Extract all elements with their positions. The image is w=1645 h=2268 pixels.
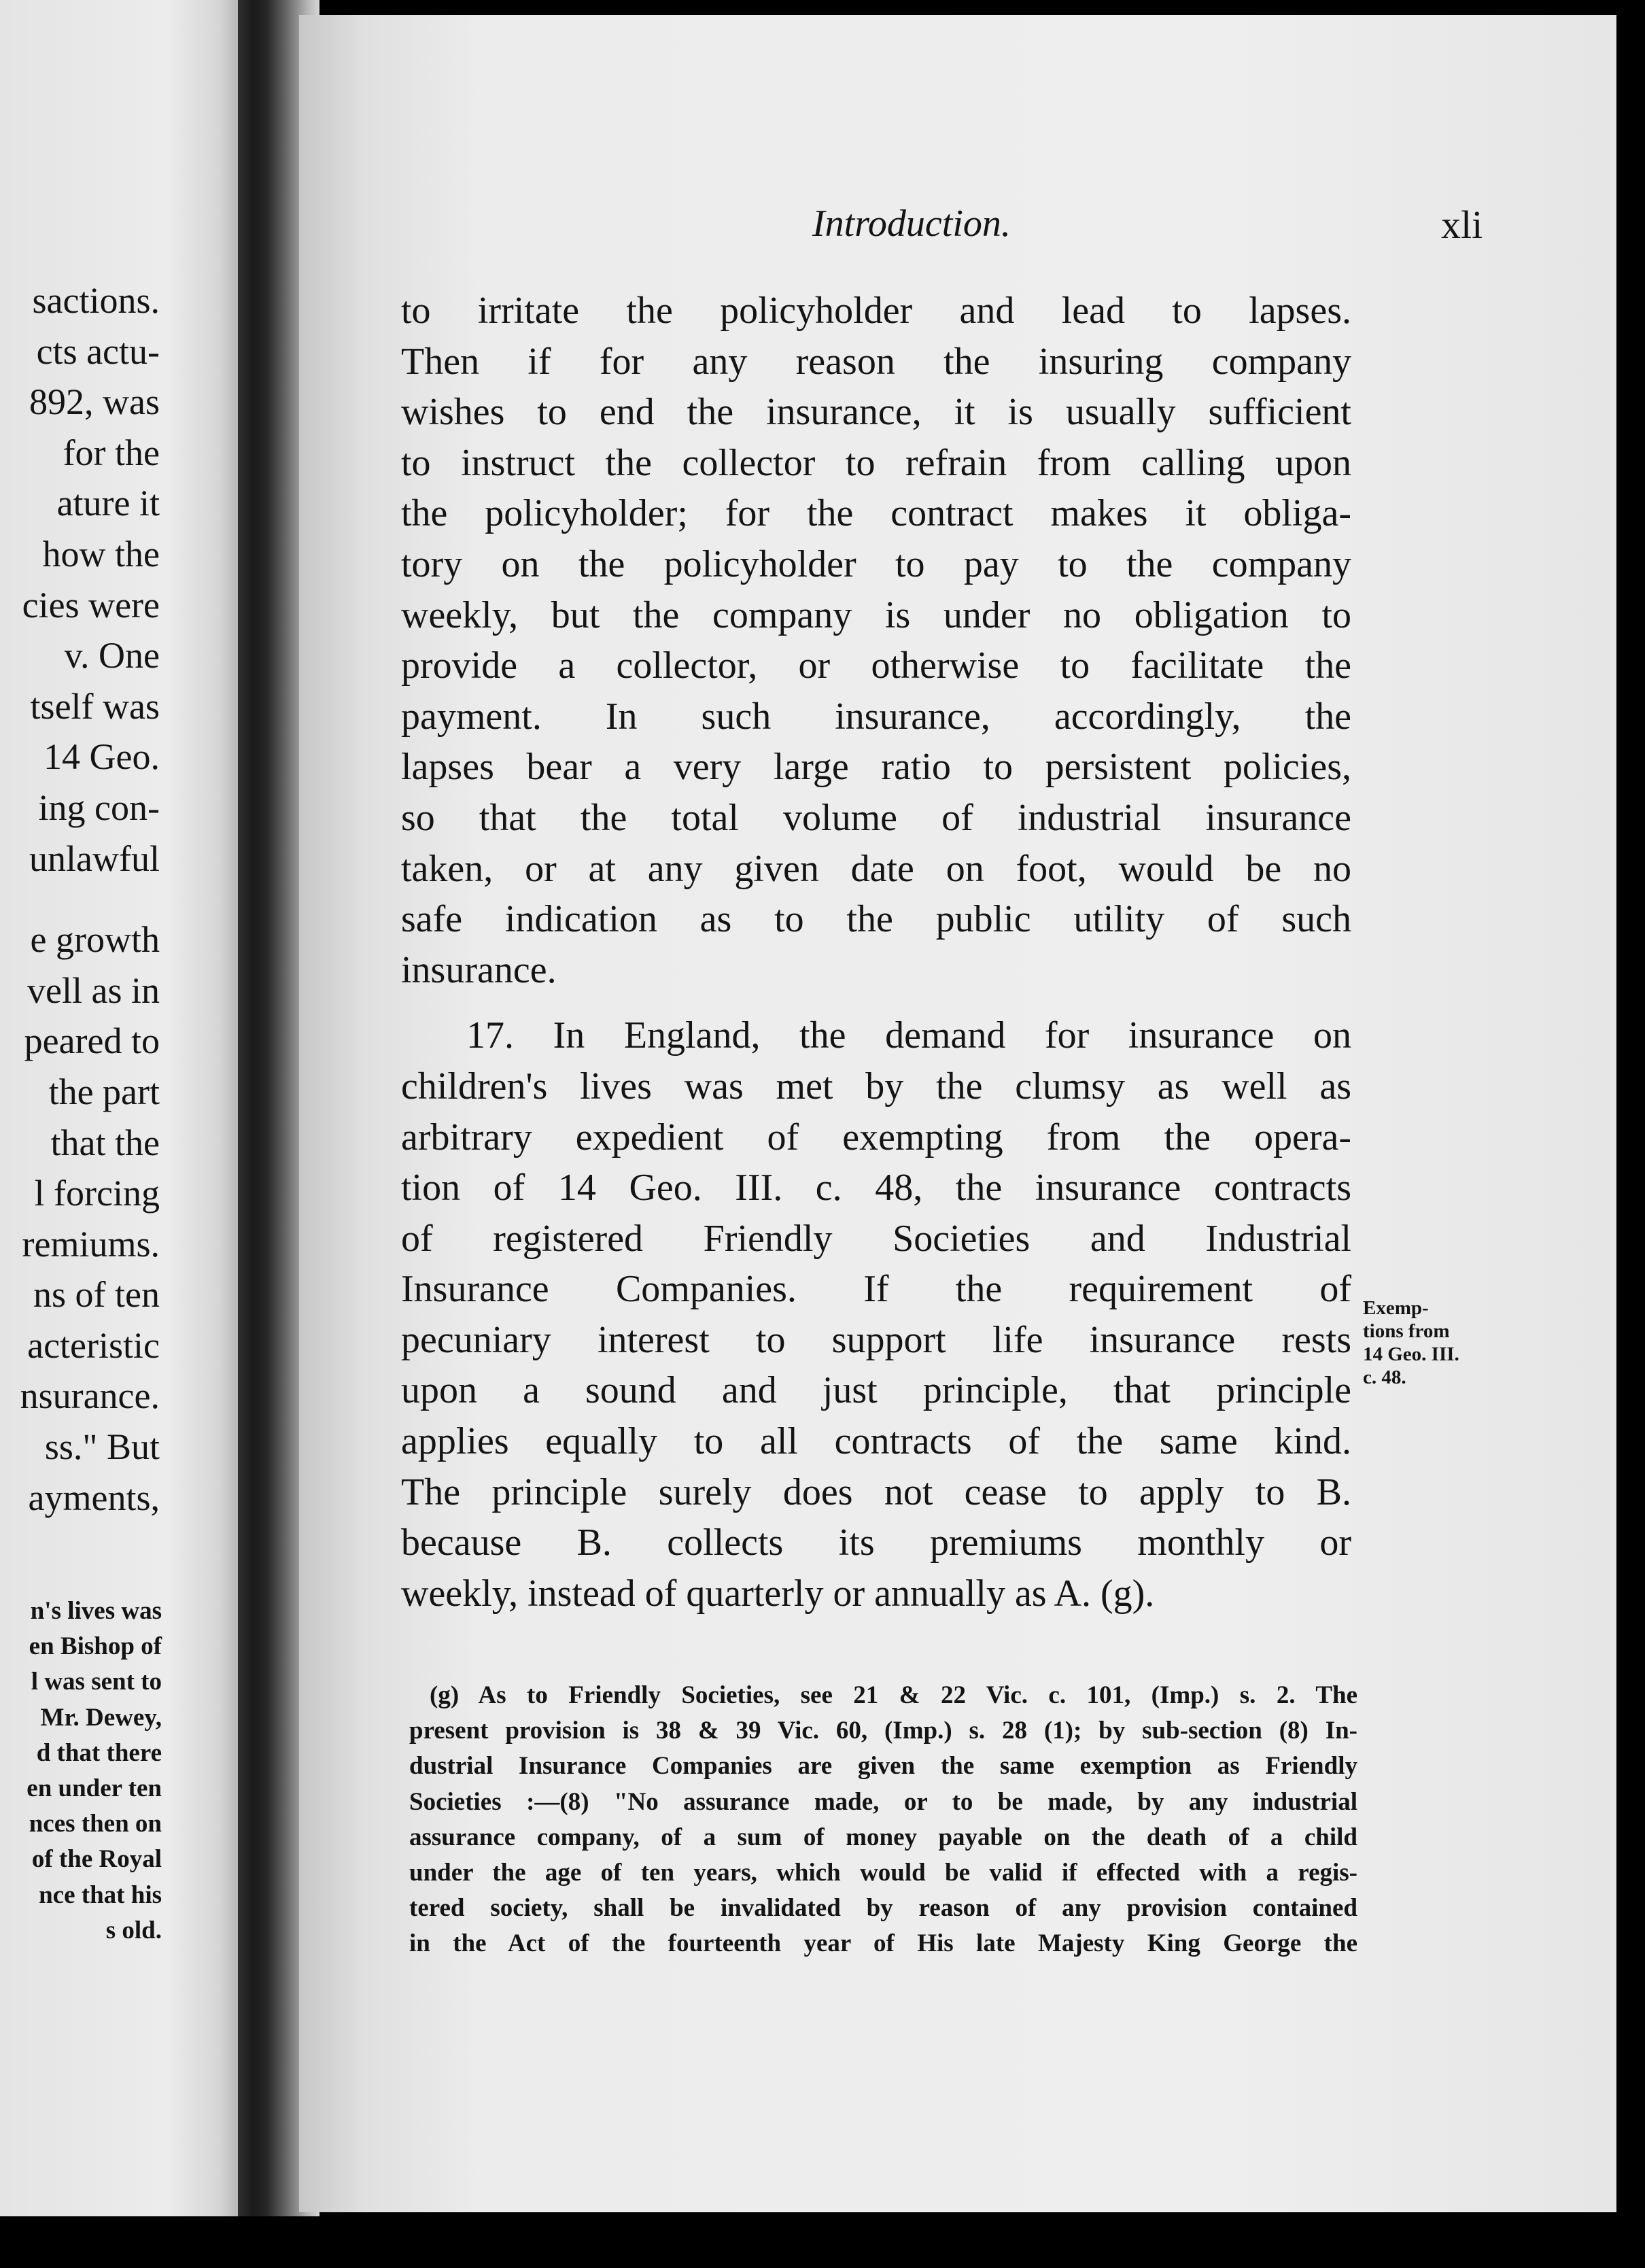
left-body-line: l forcing	[34, 1173, 160, 1214]
left-body-line: the part	[48, 1071, 160, 1112]
footnote-line: dustrial Insurance Companies are given the same exemption as Friendly	[409, 1752, 1357, 1781]
left-body-line: unlawful	[29, 838, 160, 879]
footnote-line: under the age of ten years, which would be valid if effected with a regis-	[409, 1858, 1357, 1887]
paragraph-17	[401, 1010, 1351, 1619]
left-body-line: nsurance.	[20, 1375, 160, 1417]
left-body-line: that the	[50, 1122, 160, 1163]
left-body-line: ss." But	[44, 1426, 160, 1468]
footnote-line: (g) As to Friendly Societies, see 21 & 22 Vic. c. 101, (Imp.) s. 2. The	[430, 1681, 1357, 1709]
text-line: to instruct the collector to refrain from calling upon	[401, 441, 1351, 484]
text-line: tory on the policyholder to pay to the company	[401, 543, 1351, 585]
text-line: so that the total volume of industrial insurance	[401, 796, 1351, 839]
text-line: children's lives was met by the clumsy as well as	[401, 1065, 1351, 1107]
footnote-line: tered society, shall be invalidated by reason of any provision contained	[409, 1894, 1357, 1923]
text-line: lapses bear a very large ratio to persistent policies,	[401, 746, 1351, 789]
left-footnote-line: en Bishop of	[29, 1632, 162, 1661]
right-page	[299, 15, 1616, 2212]
left-footnote-line: nces then on	[29, 1810, 162, 1838]
text-line: to irritate the policyholder and lead to lapses.	[401, 290, 1351, 332]
left-body-line: vell as in	[27, 969, 160, 1011]
left-body-line: acteristic	[27, 1324, 160, 1366]
text-line: applies equally to all contracts of the same kind.	[401, 1420, 1351, 1463]
left-page-body	[20, 275, 160, 1523]
footnote-line: present provision is 38 & 39 Vic. 60, (Imp.) s. 28 (1); by sub-section (8) In-	[409, 1717, 1357, 1745]
left-body-line: 892, was	[29, 381, 160, 423]
left-body-line: cies were	[22, 584, 160, 625]
text-line: payment. In such insurance, accordingly, the	[401, 695, 1351, 738]
left-body-line: for the	[63, 432, 160, 473]
left-footnote-line: s old.	[105, 1916, 162, 1944]
left-body-line: remiums.	[22, 1223, 160, 1265]
page-number: xli	[1441, 203, 1483, 247]
left-footnote-line: of the Royal	[31, 1845, 162, 1874]
margin-note-line: 14 Geo. III.	[1363, 1343, 1459, 1365]
left-page	[0, 0, 238, 2216]
left-body-line: v. One	[64, 635, 160, 676]
left-body-line: how the	[42, 533, 160, 574]
left-body-line: e growth	[30, 919, 160, 961]
left-body-line: 14 Geo.	[44, 736, 160, 778]
text-line: 17. In England, the demand for insurance on	[466, 1014, 1351, 1057]
left-footnote-line: n's lives was	[30, 1597, 162, 1625]
left-body-line: ns of ten	[33, 1274, 160, 1316]
footnotes	[409, 1678, 1357, 1962]
text-line: arbitrary expedient of exempting from the opera-	[401, 1116, 1351, 1158]
text-line: weekly, but the company is under no obligation to	[401, 594, 1351, 636]
text-line: tion of 14 Geo. III. c. 48, the insurance contracts	[401, 1167, 1351, 1209]
left-footnote-line: l was sent to	[31, 1668, 162, 1696]
text-line: insurance.	[401, 948, 557, 991]
text-line: safe indication as to the public utility of such	[401, 898, 1351, 941]
left-page-footnotes	[27, 1594, 162, 1948]
left-body-line: cts actu-	[36, 330, 160, 372]
margin-note-line: Exemp-	[1363, 1297, 1429, 1319]
left-body-line: sactions.	[32, 280, 160, 321]
margin-note	[1363, 1296, 1459, 1389]
text-line: wishes to end the insurance, it is usually sufficient	[401, 391, 1351, 434]
margin-note-line: tions from	[1363, 1320, 1450, 1342]
text-line: provide a collector, or otherwise to facilitate the	[401, 645, 1351, 687]
left-footnote-line: Mr. Dewey,	[40, 1703, 162, 1732]
left-body-line: ature it	[56, 483, 160, 524]
text-line: because B. collects its premiums monthly or	[401, 1522, 1351, 1564]
text-line: weekly, instead of quarterly or annually as A. (g).	[401, 1572, 1155, 1615]
page-body	[401, 286, 1351, 1619]
footnote-line: Societies :—(8) "No assurance made, or to be made, by any industrial	[409, 1787, 1357, 1816]
text-line: pecuniary interest to support life insurance rests	[401, 1318, 1351, 1361]
left-body-line: ayments,	[28, 1477, 160, 1518]
footnote-line: in the Act of the fourteenth year of His late Majesty King George the	[409, 1929, 1357, 1958]
left-footnote-line: nce that his	[39, 1880, 162, 1909]
text-line: Then if for any reason the insuring company	[401, 340, 1351, 383]
margin-note-line: c. 48.	[1363, 1367, 1406, 1388]
left-body-line: ing con-	[38, 787, 160, 828]
text-line: upon a sound and just principle, that principle	[401, 1369, 1351, 1412]
text-line: the policyholder; for the contract makes it obliga-	[401, 492, 1351, 535]
running-header	[299, 202, 1616, 256]
left-footnote-line: en under ten	[27, 1774, 162, 1802]
running-head-title: Introduction.	[812, 203, 1011, 245]
text-line: of registered Friendly Societies and Industrial	[401, 1217, 1351, 1260]
left-body-line: tself was	[30, 685, 160, 727]
text-line: Insurance Companies. If the requirement of	[401, 1268, 1351, 1311]
left-footnote-line: d that there	[36, 1738, 162, 1767]
footnote-line: assurance company, of a sum of money payable on the death of a child	[409, 1823, 1357, 1851]
left-body-line: peared to	[24, 1020, 160, 1062]
text-line: The principle surely does not cease to apply to B.	[401, 1471, 1351, 1513]
text-line: taken, or at any given date on foot, would be no	[401, 847, 1351, 890]
